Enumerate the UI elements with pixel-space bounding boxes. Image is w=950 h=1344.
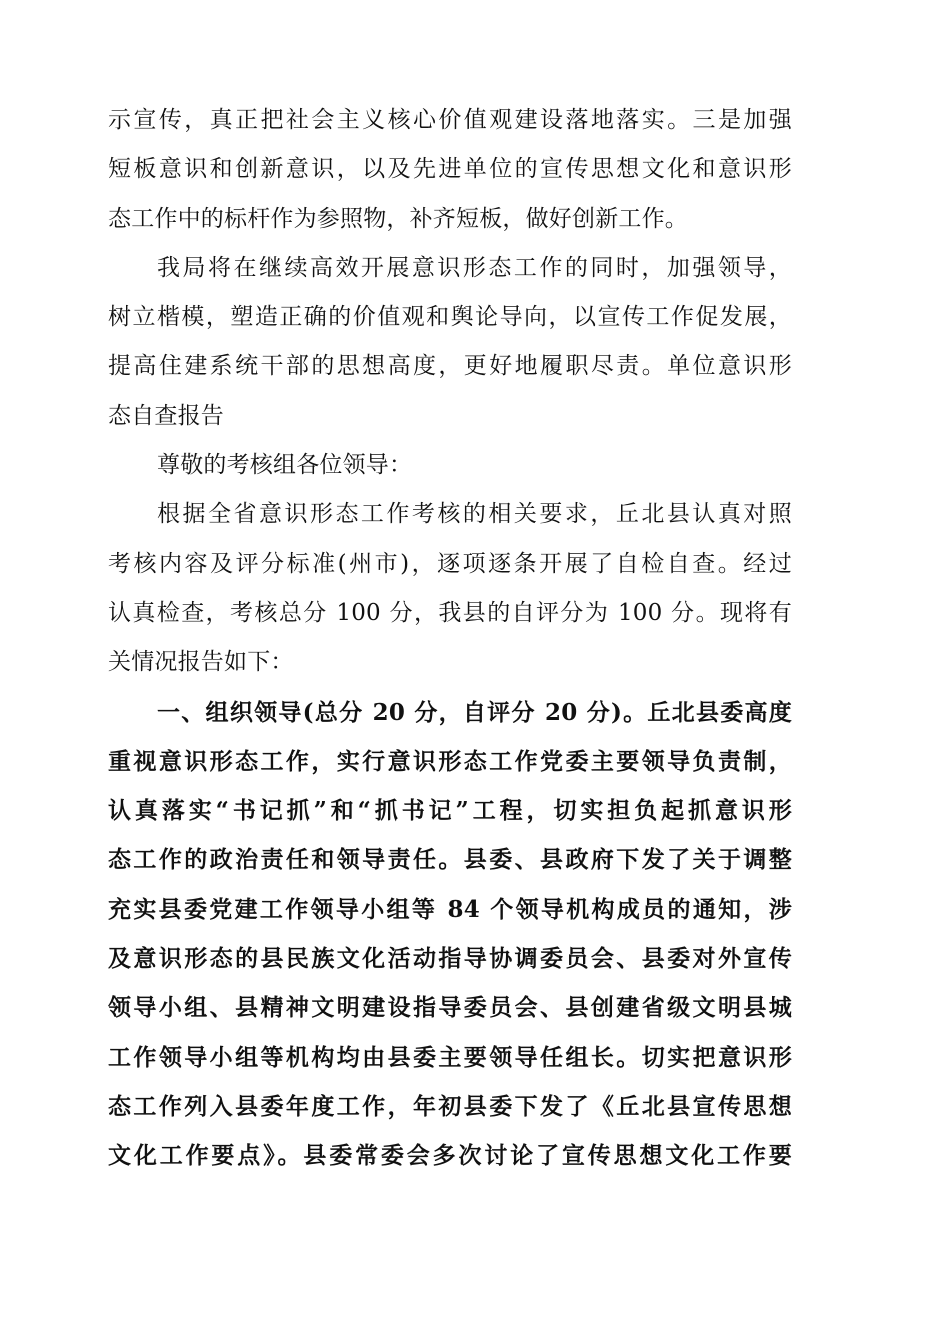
text-line: 态自查报告 — [108, 402, 224, 429]
text-line: 提高住建系统干部的思想高度，更好地履职尽责。单位意识形 — [108, 353, 792, 380]
text-line: 充实县委党建工作领导小组等 84 个领导机构成员的通知，涉 — [108, 895, 792, 923]
text-line: 根据全省意识形态工作考核的相关要求，丘北县认真对照 — [157, 501, 792, 528]
text-line: 示宣传，真正把社会主义核心价值观建设落地落实。三是加强 — [108, 107, 792, 133]
text-line: 短板意识和创新意识，以及先进单位的宣传思想文化和意识形 — [108, 156, 792, 183]
document-body — [108, 96, 792, 1181]
text-line: 关情况报告如下： — [108, 649, 294, 676]
text-line: 尊敬的考核组各位领导： — [157, 452, 413, 479]
text-line: 态工作的政治责任和领导责任。县委、县政府下发了关于调整 — [108, 846, 792, 874]
text-line: 工作领导小组等机构均由县委主要领导任组长。切实把意识形 — [108, 1043, 792, 1071]
text-line: 考核内容及评分标准(州市)，逐项逐条开展了自检自查。经过 — [108, 550, 792, 577]
text-line: 认真检查，考核总分 100 分，我县的自评分为 100 分。现将有 — [108, 599, 792, 626]
text-line: 一、组织领导(总分 20 分，自评分 20 分)。丘北县委高度 — [157, 698, 792, 726]
text-line: 重视意识形态工作，实行意识形态工作党委主要领导负责制， — [108, 747, 792, 775]
text-line: 态工作列入县委年度工作，年初县委下发了《丘北县宣传思想 — [108, 1092, 792, 1120]
text-line: 及意识形态的县民族文化活动指导协调委员会、县委对外宣传 — [108, 945, 792, 973]
text-line: 态工作中的标杆作为参照物，补齐短板，做好创新工作。 — [108, 205, 688, 232]
text-line: 我局将在继续高效开展意识形态工作的同时，加强领导， — [157, 254, 792, 281]
text-line: 领导小组、县精神文明建设指导委员会、县创建省级文明县城 — [108, 994, 792, 1022]
text-line: 认真落实“书记抓”和“抓书记”工程，切实担负起抓意识形 — [108, 797, 792, 825]
text-line: 树立楷模，塑造正确的价值观和舆论导向，以宣传工作促发展， — [108, 304, 792, 331]
text-line: 文化工作要点》。县委常委会多次讨论了宣传思想文化工作要 — [108, 1142, 792, 1170]
